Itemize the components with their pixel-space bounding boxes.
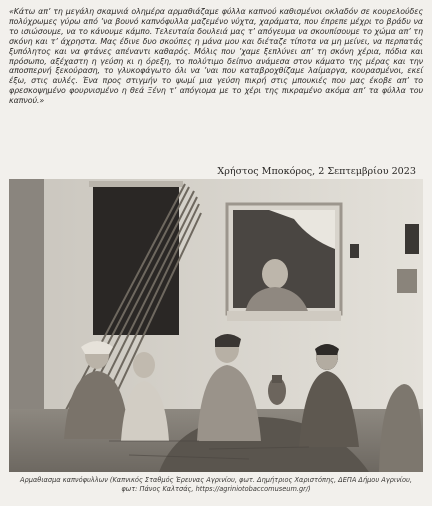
quote-text: «Κάτω απ’ τη μεγάλη σκαμνιά ολημέρα αρμαθιάζαμε φύλλα καπνού καθισμένοι οκλαδόν σε κουρελούδες πολύχρωμες γύρω από ’να βουνό καπνόφυλλα μαζεμένο νύχτα, χαράματα, που έπρεπε μέχρι το βράδυ να το ισιώσουμε, να το κάνουμε κάμπο. Τελευταία δουλειά μας τ’ απόγευμα να σκουπίσουμε το χώμα απ’ τη σκόνη και τ’ άχρηστα. Μας έδινε δυο σκούπες η μάνα μου και διέταζε τίποτα να μη μείνει, να περπατάς ξυπόλητος και να φτάνες απέναντι καθαρός. Μόλις που ’χαμε ξεπλύνει απ’ τη σκόνη χέρια, πόδια και πρόσωπο, αξέχαστη η γεύση κι η όρεξη, το πολύτιμο δείπνο ανάμεσα στον κάματο της μέρας και την αποσπερνή ξεκούραση, το γλυκοφάγωτο όλι να ’ναι που καταβροχθίζαμε λαίμαργα, κουρασμένοι, εκεί έξω, στις αυλές. Ένα προς στιγμήν το ψωμί μια γεύση πικρή στις μπουκιές που μας έκοβε απ’ το φρεσκοψημένο φουρνισμένο η θεά Ξένη τ’ απόγιομα με το χέρι της πικραμένο ακόμα απ’ τα φύλλα του καπνού.» (9, 7, 423, 106)
photo-caption: Αρμαθιασμα καπνόφυλλων (Καπνικός Σταθμός Έρευνας Αγρινίου, φωτ. Δημήτριος Χαριστόπης, ΔΕΠΑ Δήμου Αγρινίου, φωτ: Πάνος Καλτσάς, https://agriniotobaccomuseum.gr/) (20, 476, 412, 493)
byline: Χρήστος Μποκόρος, 2 Σεπτεμβρίου 2023 (217, 166, 416, 177)
tobacco-workers-photo (9, 179, 423, 472)
